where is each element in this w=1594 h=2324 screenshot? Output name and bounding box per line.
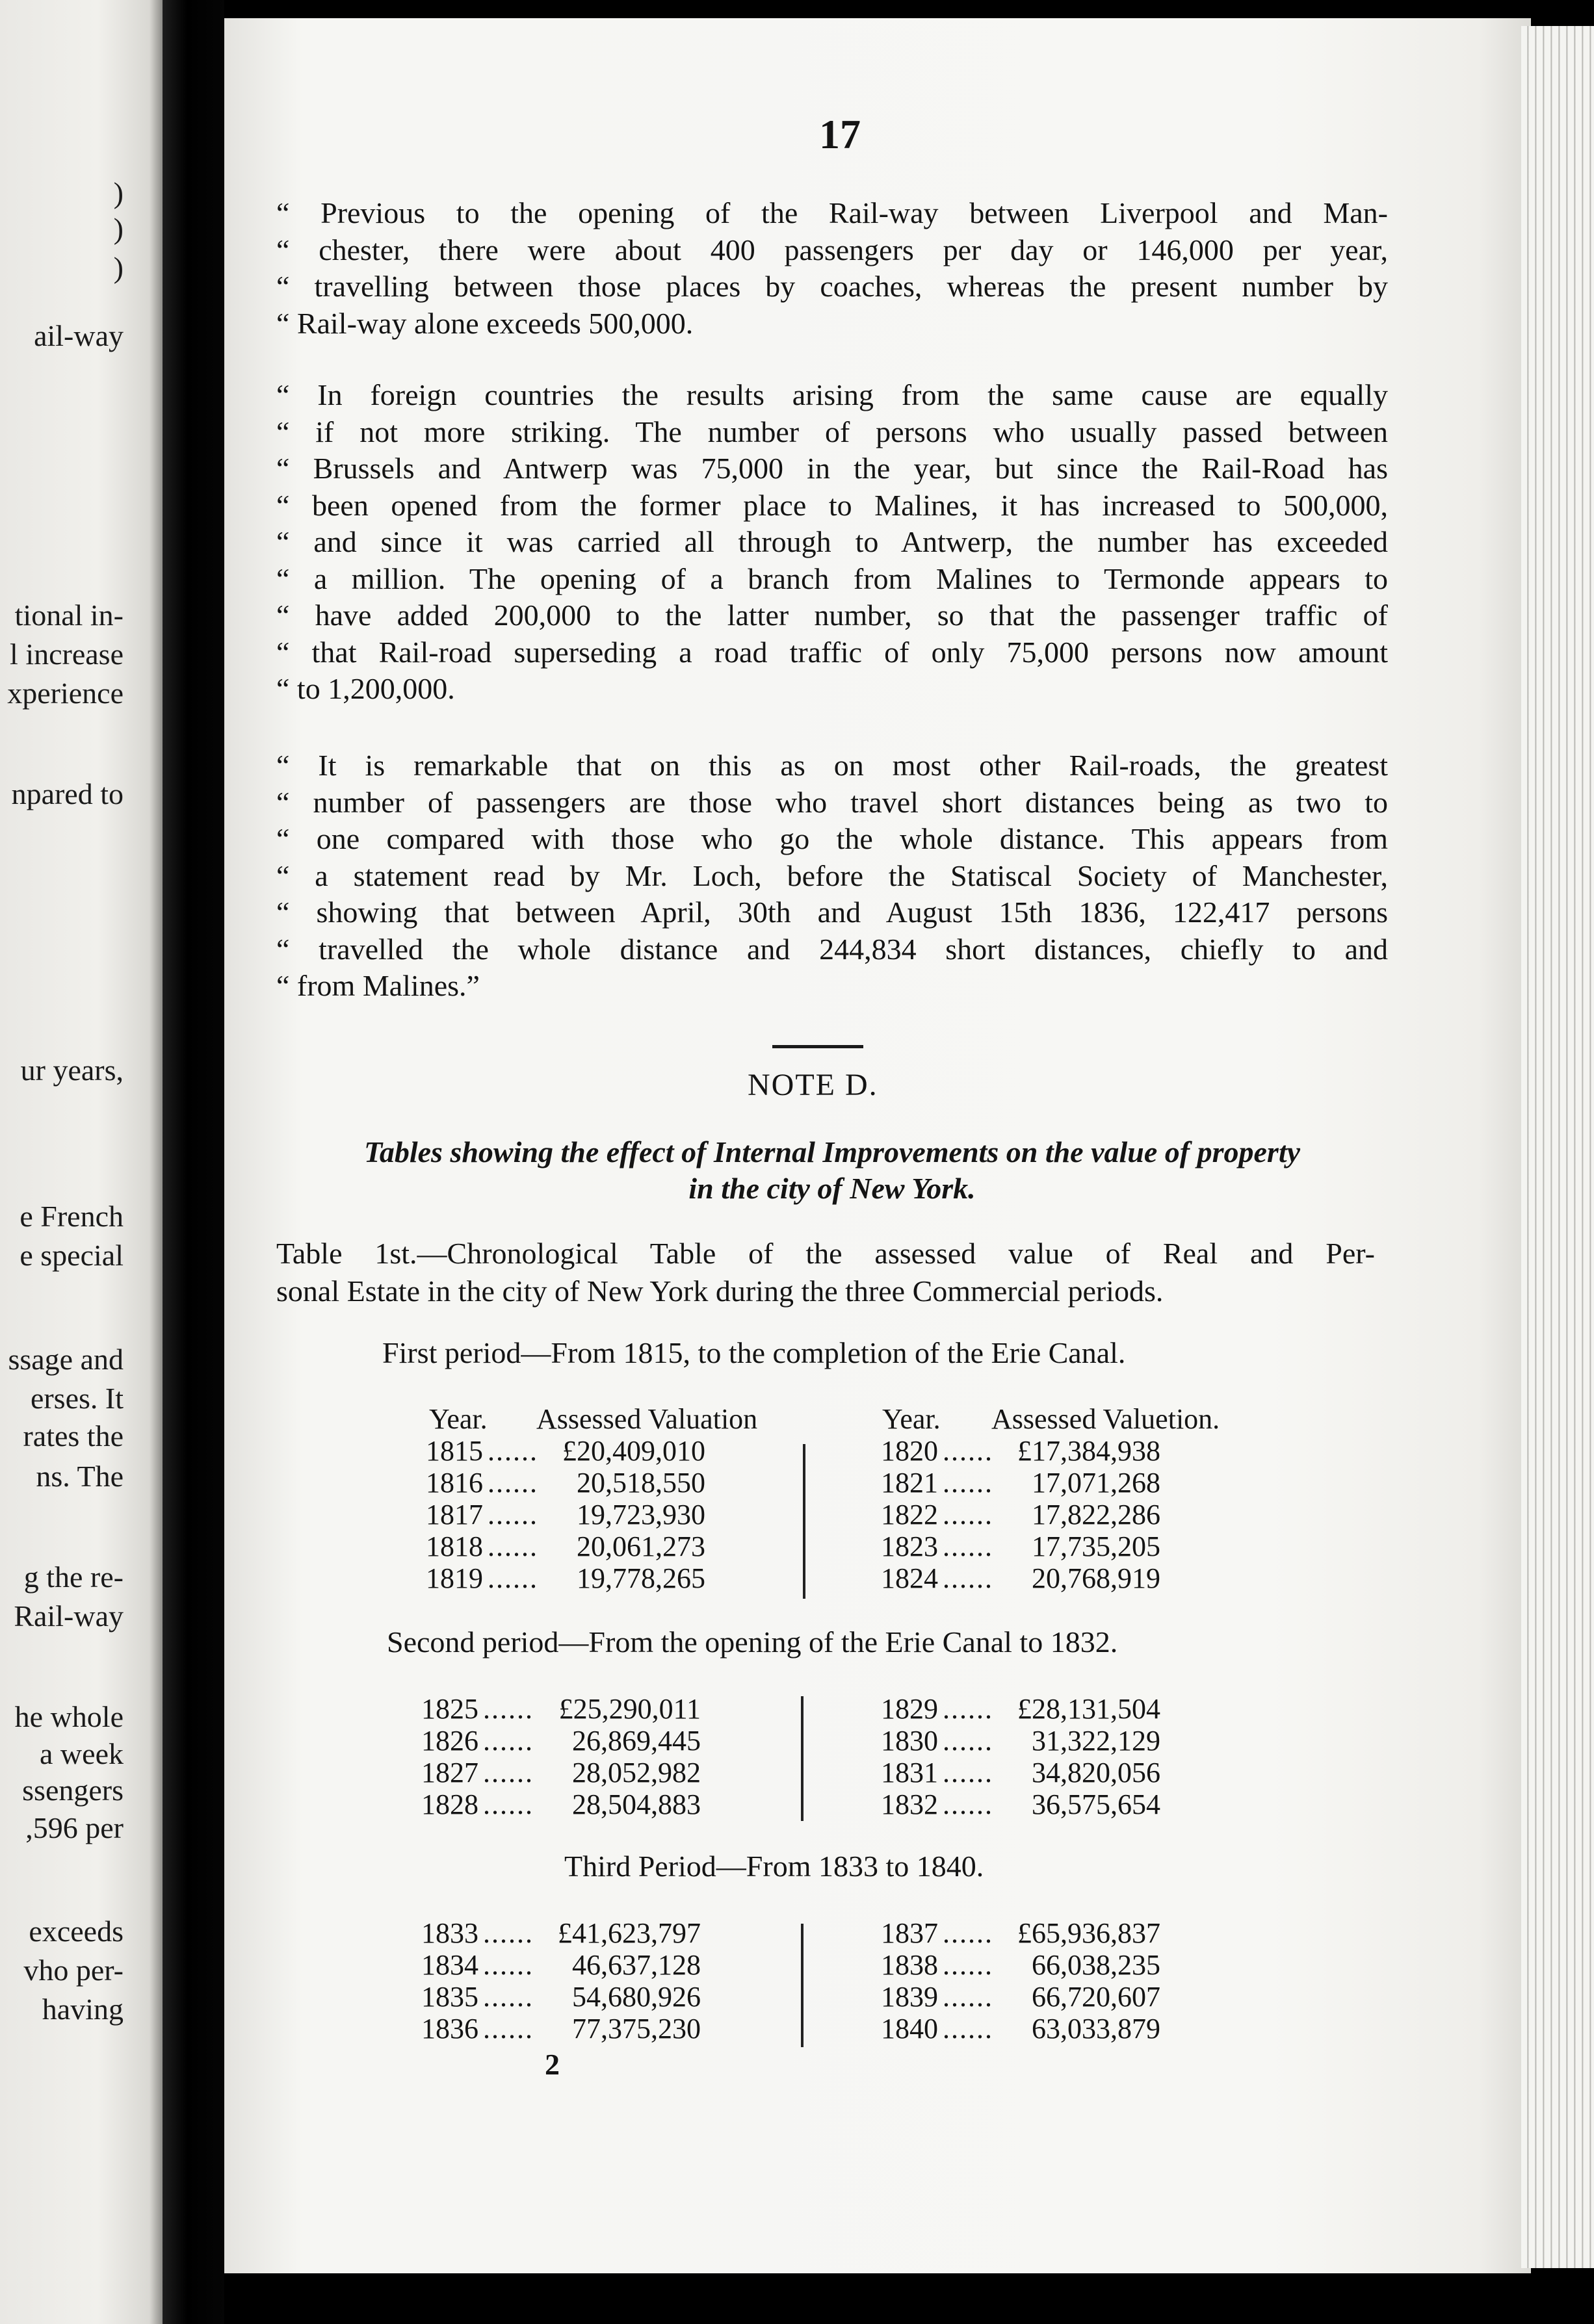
text-line: “ been opened from the former place to Malines, it has increased to 500,000, — [276, 488, 1388, 522]
leader-dots: ...... — [943, 1499, 993, 1530]
year-cell: 1823 — [881, 1530, 938, 1562]
period-title-third: Third Period—From 1833 to 1840. — [564, 1850, 984, 1883]
valuation-cell: £28,131,504 — [1017, 1693, 1160, 1725]
leader-dots: ...... — [483, 1917, 534, 1949]
facing-page-text-fragment: Rail-way — [14, 1599, 124, 1633]
text-line: “ Rail-way alone exceeds 500,000. — [276, 306, 694, 340]
leader-dots: ...... — [943, 1788, 993, 1820]
period-title-second: Second period—From the opening of the Erie Canal to 1832. — [387, 1625, 1118, 1659]
leader-dots: ...... — [488, 1435, 538, 1467]
year-cell: 1826 — [421, 1725, 478, 1757]
text-line: “ Previous to the opening of the Rail-way between Liverpool and Man- — [276, 196, 1388, 229]
leader-dots: ...... — [483, 1693, 534, 1725]
leader-dots: ...... — [943, 1530, 993, 1562]
year-cell: 1832 — [881, 1788, 938, 1820]
text-line: “ from Malines.” — [276, 969, 480, 1002]
table-row — [421, 2013, 701, 2045]
table-row — [881, 1757, 1160, 1788]
facing-page-text-fragment: vho per- — [23, 1954, 124, 1987]
valuation-cell: 66,720,607 — [1032, 1981, 1160, 2013]
year-cell: 1827 — [421, 1757, 478, 1788]
year-cell: 1815 — [426, 1435, 483, 1467]
table-row — [881, 1725, 1160, 1757]
valuation-cell: 20,768,919 — [1032, 1562, 1160, 1594]
year-cell: 1837 — [881, 1917, 938, 1949]
table-row — [421, 1693, 701, 1725]
valuation-cell: 28,052,982 — [572, 1757, 701, 1788]
valuation-cell: £41,623,797 — [558, 1917, 701, 1949]
valuation-cell: 46,637,128 — [572, 1949, 701, 1981]
facing-page-text-fragment: ) — [113, 251, 124, 284]
facing-page-text-fragment: ,596 per — [25, 1811, 124, 1844]
page-stack-edge — [1521, 26, 1594, 2268]
year-cell: 1829 — [881, 1693, 938, 1725]
table-row — [421, 1725, 701, 1757]
text-line: “ chester, there were about 400 passengers per day or 146,000 per year, — [276, 233, 1388, 266]
leader-dots: ...... — [483, 1788, 534, 1820]
year-cell: 1820 — [881, 1435, 938, 1467]
table-row — [421, 1757, 701, 1788]
facing-page-text-fragment: e French — [20, 1200, 124, 1233]
year-cell: 1821 — [881, 1467, 938, 1499]
table-row — [421, 1949, 701, 1981]
valuation-cell: 66,038,235 — [1032, 1949, 1160, 1981]
valuation-cell: 19,778,265 — [577, 1562, 705, 1594]
facing-page-text-fragment: rates the — [23, 1419, 124, 1452]
facing-page-text-fragment: e special — [20, 1239, 124, 1272]
text-line: “ to 1,200,000. — [276, 672, 455, 705]
text-line: “ Brussels and Antwerp was 75,000 in the year, but since the Rail-Road has — [276, 452, 1388, 485]
column-divider — [801, 1696, 804, 1821]
leader-dots: ...... — [483, 1725, 534, 1757]
facing-page-text-fragment: erses. It — [30, 1382, 124, 1415]
leader-dots: ...... — [943, 1467, 993, 1499]
text-line: “ and since it was carried all through to Antwerp, the number has exceeded — [276, 525, 1388, 558]
column-divider — [801, 1924, 804, 2047]
table-first-period-left — [426, 1435, 705, 1594]
leader-dots: ...... — [943, 1757, 993, 1788]
text-line: “ a statement read by Mr. Loch, before the Statiscal Society of Manchester, — [276, 859, 1388, 892]
valuation-cell: £25,290,011 — [558, 1693, 701, 1725]
period-title-first: First period—From 1815, to the completion of the Erie Canal. — [382, 1336, 1126, 1369]
facing-page-text-fragment: exceeds — [29, 1915, 124, 1948]
facing-page-text-fragment: ssage and — [8, 1343, 124, 1376]
leader-dots: ...... — [488, 1467, 538, 1499]
text-line: “ if not more striking. The number of persons who usually passed between — [276, 415, 1388, 448]
facing-page-text-fragment: ail-way — [34, 319, 124, 352]
year-cell: 1839 — [881, 1981, 938, 2013]
year-cell: 1838 — [881, 1949, 938, 1981]
facing-page-text-fragment: having — [42, 1993, 124, 2026]
column-head-year-right: Year. — [882, 1403, 941, 1435]
text-line: “ one compared with those who go the whole distance. This appears from — [276, 822, 1388, 855]
table-row — [881, 1499, 1160, 1530]
text-line: “ number of passengers are those who travel short distances being as two to — [276, 785, 1388, 819]
facing-page-text-fragment: g the re- — [23, 1560, 124, 1594]
year-cell: 1817 — [426, 1499, 483, 1530]
valuation-cell: 31,322,129 — [1032, 1725, 1160, 1757]
valuation-cell: 17,822,286 — [1032, 1499, 1160, 1530]
column-head-valuation-left: Assessed Valuation — [536, 1403, 758, 1435]
valuation-cell: 28,504,883 — [572, 1788, 701, 1820]
text-line: “ It is remarkable that on this as on most other Rail-roads, the greatest — [276, 749, 1388, 782]
facing-page-text-fragment: tional in- — [14, 599, 124, 632]
leader-dots: ...... — [943, 1917, 993, 1949]
text-line: “ showing that between April, 30th and August 15th 1836, 122,417 persons — [276, 896, 1388, 929]
valuation-cell: £65,936,837 — [1017, 1917, 1160, 1949]
valuation-cell: £20,409,010 — [562, 1435, 705, 1467]
table-row — [421, 1981, 701, 2013]
facing-page-text-fragment: ssengers — [22, 1774, 124, 1807]
text-line: “ that Rail-road superseding a road traffic of only 75,000 persons now amount — [276, 635, 1388, 669]
text-line: “ have added 200,000 to the latter number, so that the passenger traffic of — [276, 599, 1388, 632]
year-cell: 1835 — [421, 1981, 478, 2013]
valuation-cell: £17,384,938 — [1017, 1435, 1160, 1467]
leader-dots: ...... — [943, 1435, 993, 1467]
leader-dots: ...... — [483, 1949, 534, 1981]
table-row — [421, 1788, 701, 1820]
heading-line: Tables showing the effect of Internal Improvements on the value of property — [363, 1135, 1301, 1168]
column-head-valuation-right: Assessed Valuetion. — [991, 1403, 1220, 1435]
tables-heading — [276, 1134, 1388, 1207]
table-second-period-right — [881, 1693, 1160, 1820]
section-rule — [772, 1045, 863, 1048]
year-cell: 1819 — [426, 1562, 483, 1594]
valuation-cell: 26,869,445 — [572, 1725, 701, 1757]
quote-paragraph-2 — [276, 377, 1388, 708]
year-cell: 1836 — [421, 2013, 478, 2045]
facing-page-text-fragment: xperience — [7, 677, 124, 710]
page-number: 17 — [819, 111, 861, 157]
facing-page-text-fragment: a week — [40, 1737, 124, 1770]
facing-page-text-fragment: ns. The — [36, 1460, 124, 1493]
column-divider — [803, 1444, 805, 1599]
leader-dots: ...... — [943, 1693, 993, 1725]
facing-page-text-fragment: ) — [113, 176, 124, 209]
valuation-cell: 17,071,268 — [1032, 1467, 1160, 1499]
leader-dots: ...... — [483, 2013, 534, 2045]
table-row — [881, 1562, 1160, 1594]
facing-page-edge — [0, 0, 163, 2324]
leader-dots: ...... — [943, 1981, 993, 2013]
table-first-period-right — [881, 1435, 1160, 1594]
leader-dots: ...... — [943, 2013, 993, 2045]
leader-dots: ...... — [943, 1725, 993, 1757]
valuation-cell: 36,575,654 — [1032, 1788, 1160, 1820]
year-cell: 1816 — [426, 1467, 483, 1499]
table-row — [881, 1435, 1160, 1467]
leader-dots: ...... — [943, 1562, 993, 1594]
valuation-cell: 20,061,273 — [577, 1530, 705, 1562]
book-gutter — [163, 0, 224, 2324]
text-line: “ In foreign countries the results arising from the same cause are equally — [276, 378, 1388, 411]
facing-page-text-fragment: he whole — [14, 1700, 124, 1733]
table-third-period-right — [881, 1917, 1160, 2045]
table-row — [426, 1562, 705, 1594]
year-cell: 1828 — [421, 1788, 478, 1820]
leader-dots: ...... — [488, 1562, 538, 1594]
year-cell: 1825 — [421, 1693, 478, 1725]
table-row — [881, 1949, 1160, 1981]
table-intro — [276, 1235, 1375, 1310]
valuation-cell: 77,375,230 — [572, 2013, 701, 2045]
table-row — [426, 1467, 705, 1499]
table-second-period-left — [421, 1693, 701, 1820]
quote-paragraph-3 — [276, 747, 1388, 1005]
heading-line: in the city of New York. — [688, 1172, 976, 1205]
valuation-cell: 63,033,879 — [1032, 2013, 1160, 2045]
table-row — [881, 1530, 1160, 1562]
year-cell: 1840 — [881, 2013, 938, 2045]
year-cell: 1824 — [881, 1562, 938, 1594]
year-cell: 1830 — [881, 1725, 938, 1757]
leader-dots: ...... — [483, 1981, 534, 2013]
facing-page-text-fragment: npared to — [11, 777, 124, 810]
table-row — [426, 1435, 705, 1467]
year-cell: 1831 — [881, 1757, 938, 1788]
text-line: sonal Estate in the city of New York during the three Commercial periods. — [276, 1274, 1164, 1308]
table-row — [881, 1693, 1160, 1725]
table-row — [881, 1981, 1160, 2013]
text-line: “ a million. The opening of a branch from Malines to Termonde appears to — [276, 562, 1388, 595]
valuation-cell: 19,723,930 — [577, 1499, 705, 1530]
leader-dots: ...... — [488, 1530, 538, 1562]
valuation-cell: 20,518,550 — [577, 1467, 705, 1499]
year-cell: 1834 — [421, 1949, 478, 1981]
quote-paragraph-1 — [276, 195, 1388, 342]
table-row — [881, 2013, 1160, 2045]
facing-page-text-fragment: ur years, — [20, 1053, 124, 1087]
year-cell: 1833 — [421, 1917, 478, 1949]
year-cell: 1822 — [881, 1499, 938, 1530]
table-row — [881, 1788, 1160, 1820]
note-title: NOTE D. — [748, 1068, 878, 1102]
text-line: Table 1st.—Chronological Table of the assessed value of Real and Per- — [276, 1237, 1375, 1270]
leader-dots: ...... — [483, 1757, 534, 1788]
table-row — [881, 1467, 1160, 1499]
leader-dots: ...... — [488, 1499, 538, 1530]
valuation-cell: 34,820,056 — [1032, 1757, 1160, 1788]
table-row — [426, 1530, 705, 1562]
signature-mark: 2 — [545, 2048, 560, 2081]
table-row — [421, 1917, 701, 1949]
column-head-year-left: Year. — [429, 1403, 488, 1435]
facing-page-text-fragment: l increase — [10, 638, 124, 671]
year-cell: 1818 — [426, 1530, 483, 1562]
facing-page-text-fragment: ) — [113, 212, 124, 245]
table-row — [426, 1499, 705, 1530]
table-third-period-left — [421, 1917, 701, 2045]
table-row — [881, 1917, 1160, 1949]
leader-dots: ...... — [943, 1949, 993, 1981]
valuation-cell: 17,735,205 — [1032, 1530, 1160, 1562]
text-line: “ travelled the whole distance and 244,834 short distances, chiefly to and — [276, 932, 1388, 966]
valuation-cell: 54,680,926 — [572, 1981, 701, 2013]
text-line: “ travelling between those places by coaches, whereas the present number by — [276, 270, 1388, 303]
